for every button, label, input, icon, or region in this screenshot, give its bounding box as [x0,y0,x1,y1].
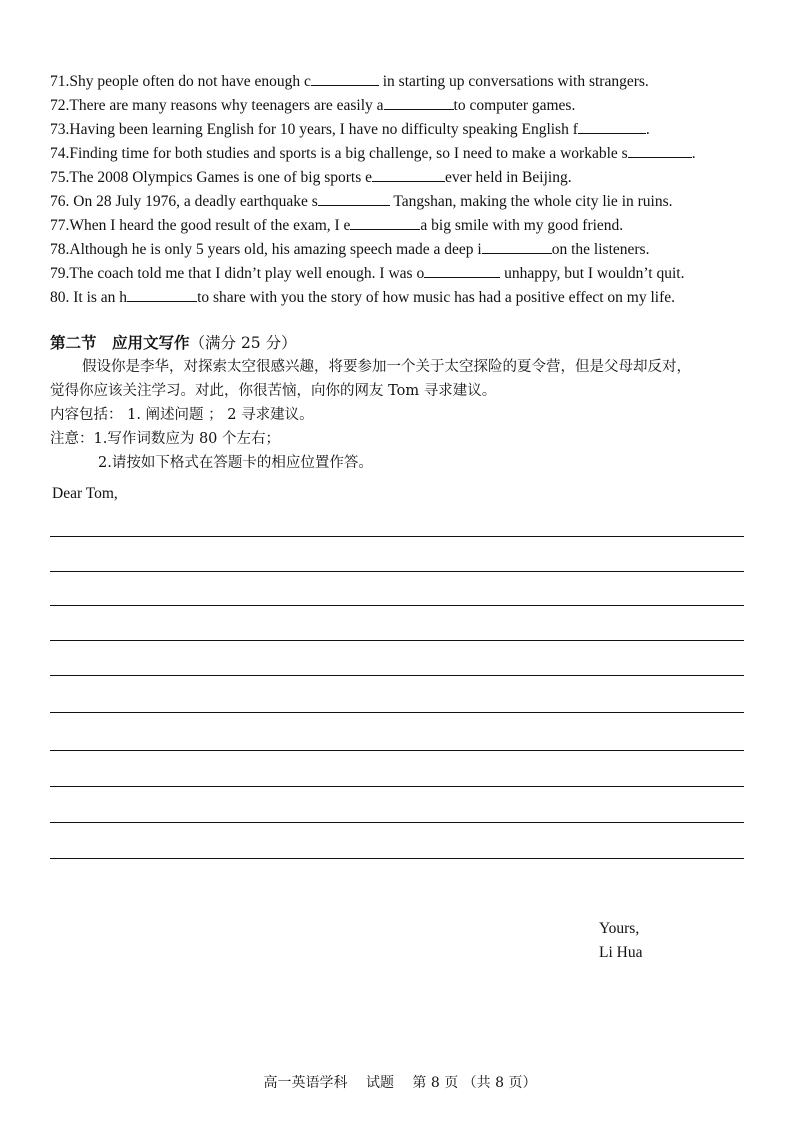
writing-line [50,536,744,537]
answer-blank [628,142,692,158]
question-text-pre: 80. It is an h [50,289,128,306]
writing-line [50,858,744,859]
answer-blank [318,190,390,206]
letter-salutation: Dear Tom, [52,485,118,502]
letter-closing: Yours, [599,920,640,937]
content-requirements: 内容包括： 1. 阐述问题 ； 2 寻求建议。 [50,407,314,423]
question-text-post: to share with you the story of how music has had a positive effect on my life. [197,289,676,306]
question-75 [50,166,572,188]
question-74 [50,142,696,164]
question-80 [50,286,675,308]
question-text-pre: 72.There are many reasons why teenagers are easily a [50,97,384,114]
question-text-pre: 73.Having been learning English for 10 years, I have no difficulty speaking English f [50,121,578,138]
letter-signature: Li Hua [599,944,643,961]
answer-blank [127,286,197,302]
prompt-line-1: 假设你是李华，对探索太空很感兴趣，将要参加一个关于太空探险的夏令营，但是父母却反对， [82,359,691,375]
question-text-pre: 75.The 2008 Olympics Games is one of big sports e [50,169,373,186]
question-text-pre: 78.Although he is only 5 years old, his amazing speech made a deep i [50,241,482,258]
answer-blank [578,118,646,134]
question-79 [50,262,684,284]
question-text-post: ever held in Beijing. [445,169,572,186]
section-title [50,331,297,353]
note-line-1: 注意：1.写作词数应为 80 个左右； [50,431,281,447]
answer-blank [372,166,445,182]
note-line-2: 2.请按如下格式在答题卡的相应位置作答。 [98,455,373,471]
question-text-pre: 71.Shy people often do not have enough c [50,73,311,90]
prompt-line-2: 觉得你应该关注学习。对此，你很苦恼，向你的网友 Tom 寻求建议。 [50,383,497,399]
section-score-note: （满分 25 分） [189,334,297,352]
question-text-post: . [691,145,696,162]
question-73 [50,118,650,140]
question-text-pre: 77.When I heard the good result of the exam, I e [50,217,351,234]
question-text-post: Tangshan, making the whole city lie in ruins. [389,193,673,210]
question-text-post: in starting up conversations with strangers. [378,73,649,90]
question-text-post: . [645,121,650,138]
writing-line [50,640,744,641]
answer-blank [424,262,500,278]
question-text-pre: 76. On 28 July 1976, a deadly earthquake s [50,193,318,210]
question-71 [50,70,649,92]
question-text-post: to computer games. [453,97,576,114]
question-76 [50,190,673,212]
writing-line [50,605,744,606]
writing-line [50,786,744,787]
answer-blank [350,214,420,230]
answer-blank [482,238,552,254]
answer-blank [311,70,379,86]
question-text-pre: 74.Finding time for both studies and sports is a big challenge, so I need to make a workable s [50,145,628,162]
writing-line [50,675,744,676]
question-text-post: a big smile with my good friend. [420,217,624,234]
question-text-post: on the listeners. [551,241,650,258]
question-72 [50,94,575,116]
section-title-text: 第二节 应用文写作 [50,334,190,352]
writing-line [50,750,744,751]
question-78 [50,238,649,260]
question-text-post: unhappy, but I wouldn’t quit. [500,265,685,282]
answer-blank [384,94,454,110]
writing-line [50,712,744,713]
writing-line [50,571,744,572]
question-text-pre: 79.The coach told me that I didn’t play well enough. I was o [50,265,425,282]
page-footer: 高一英语学科 试题 第 8 页 （共 8 页） [263,1075,537,1091]
question-77 [50,214,623,236]
writing-line [50,822,744,823]
